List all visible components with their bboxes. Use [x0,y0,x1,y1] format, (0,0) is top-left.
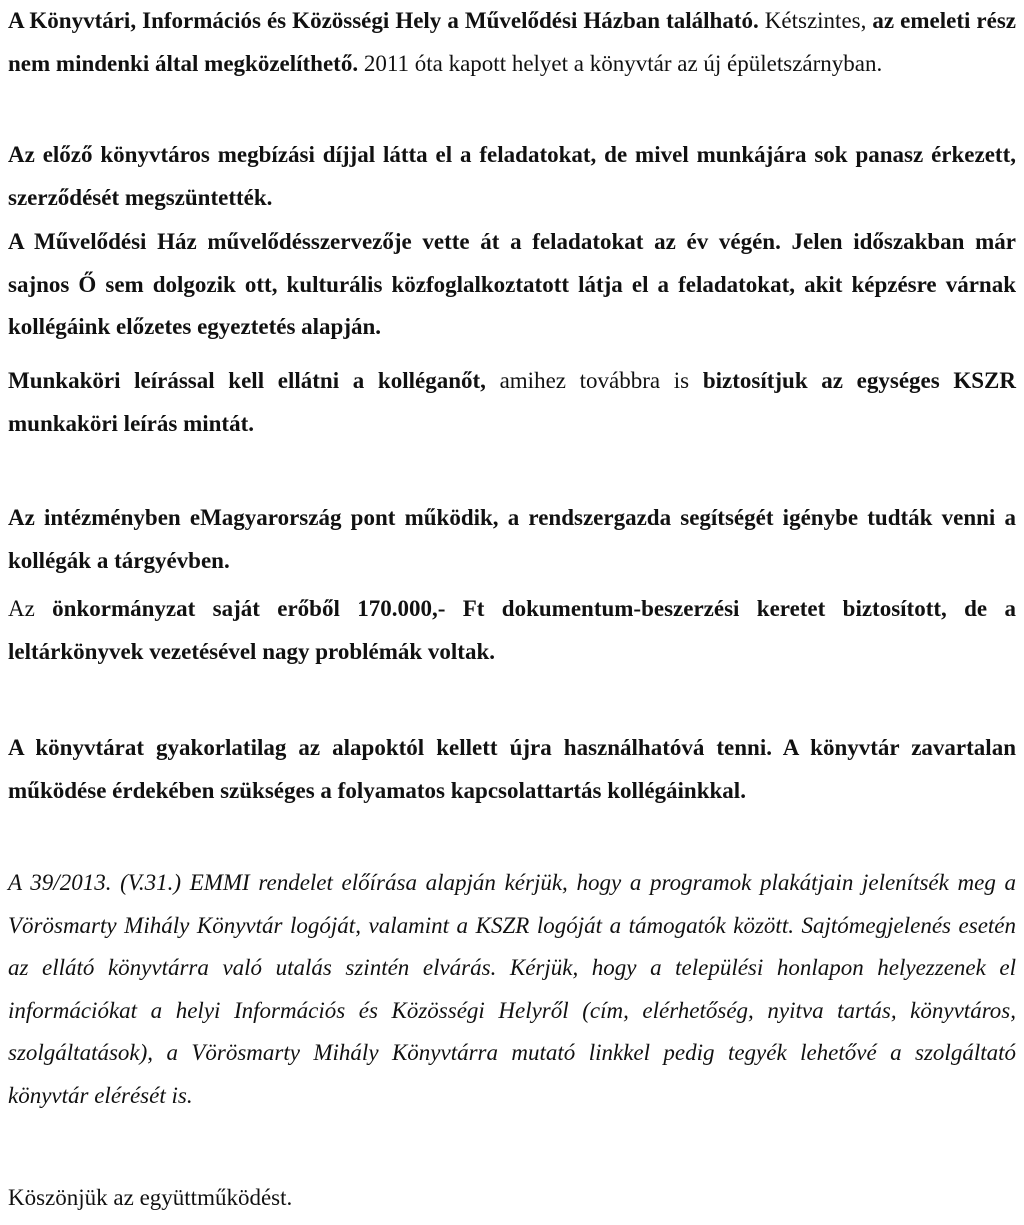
text-job-description-normal: amihez továbbra is [485,368,703,393]
text-emagyarorszag: Az intézményben eMagyarország pont működik, a rendszergazda segítségét igénybe tudták venni a kollégák a tárgyévben. [8,505,1016,573]
text-library-location-normal: Kétszintes, [758,8,867,33]
paragraph-previous-librarian [8,134,1016,219]
paragraph-cultural-organizer [8,221,1016,349]
paragraph-emmi-decree [8,862,1016,1117]
text-job-description-bold: Munkaköri leírással kell ellátni a kolléganőt, [8,368,486,393]
text-upper-floor-bold: az emeleti rész nem mindenki által megközelíthető. [8,8,1017,76]
text-budget-bold: önkormányzat saját erőből 170.000,- Ft dokumentum-beszerzési keretet biztosított, de a leltárkönyvek vezetésével nagy problémák voltak. [8,596,1016,664]
paragraph-budget [8,588,1016,673]
paragraph-job-description [8,360,1016,445]
paragraph-emagyarorszag [8,497,1016,582]
text-cultural-organizer: A Művelődési Ház művelődésszervezője vette át a feladatokat az év végén. Jelen időszakban már sajnos Ő sem dolgozik ott, kulturális közfoglalkoztatott látja el a feladatokat, akit képzésre várnak kollégáink előzetes egyeztetés alapján. [8,229,1016,339]
text-library-location-bold: A Könyvtári, Információs és Közösségi Hely a Művelődési Házban található. [8,8,759,33]
paragraph-thanks [8,1177,1016,1220]
text-rebuild: A könyvtárat gyakorlatilag az alapoktól kellett újra használhatóvá tenni. A könyvtár zavartalan működése érdekében szükséges a folyamatos kapcsolattartás kollégáinkkal. [8,735,1016,803]
paragraph-library-location [8,0,1016,85]
text-thanks: Köszönjük az együttműködést. [8,1185,293,1210]
text-previous-librarian: Az előző könyvtáros megbízási díjjal látta el a feladatokat, de mivel munkájára sok panasz érkezett, szerződését megszüntették. [8,142,1016,210]
text-budget-normal: Az [8,596,53,621]
text-job-description-bold2: biztosítjuk az egységes KSZR munkaköri leírás mintát. [8,368,1016,436]
paragraph-rebuild [8,727,1016,812]
text-emmi-decree: A 39/2013. (V.31.) EMMI rendelet előírása alapján kérjük, hogy a programok plakátjain jelenítsék meg a Vörösmarty Mihály Könyvtár logóját, valamint a KSZR logóját a támogatók között. Sajtómegjelenés esetén az ellátó könyvtárra való utalás szintén elvárás. Kérjük, hogy a települési honlapon helyezzenek el információkat a helyi Információs és Közösségi Helyről (cím, elérhetőség, nyitva tartás, könyvtáros, szolgáltatások), a Vörösmarty Mihály Könyvtárra mutató linkkel pedig tegyék lehetővé a szolgáltató könyvtár elérését is. [8,870,1016,1108]
text-new-wing-normal: 2011 óta kapott helyet a könyvtár az új épületszárnyban. [358,50,883,76]
